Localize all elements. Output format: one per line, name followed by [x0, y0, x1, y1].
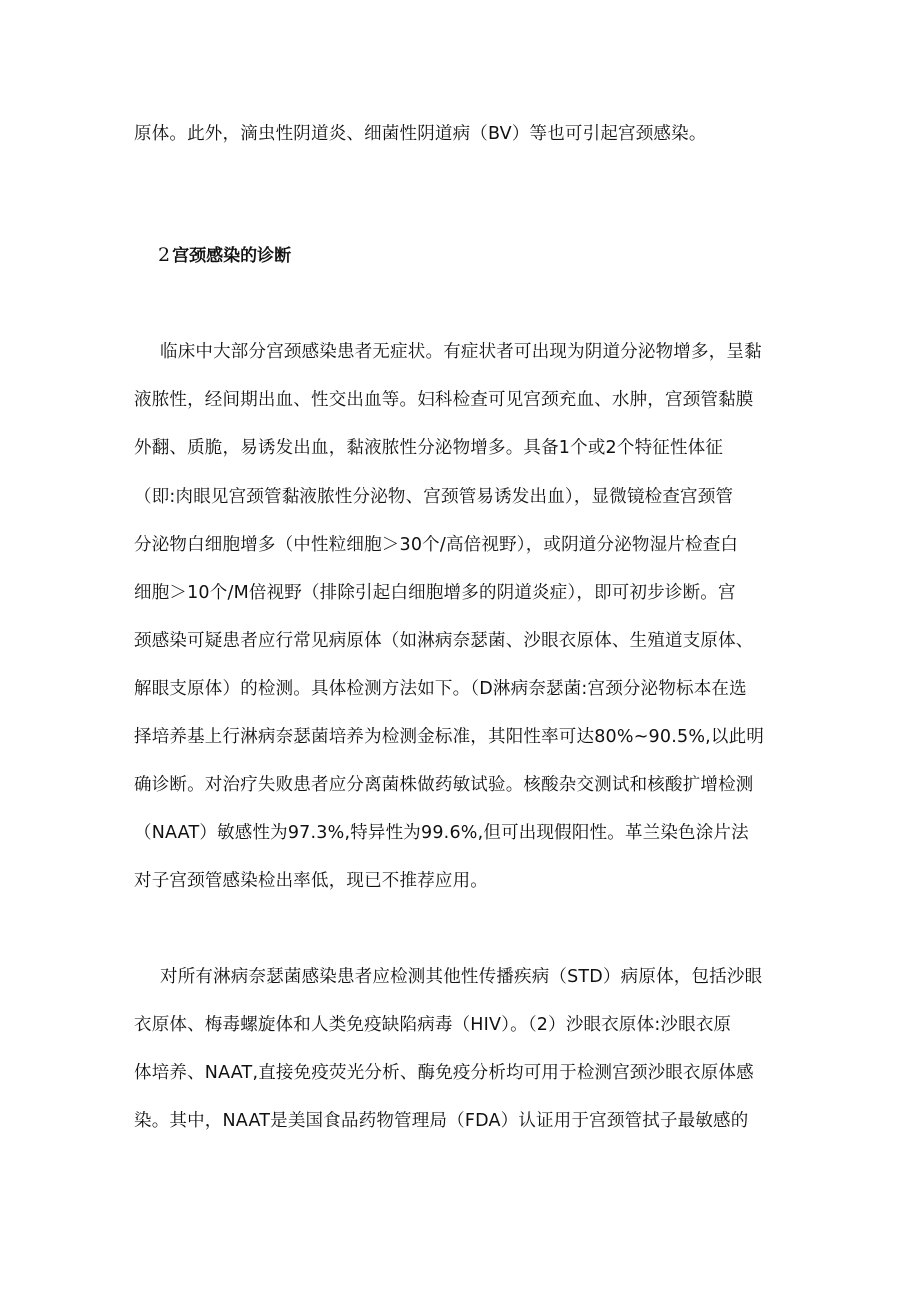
paragraph-line: 细胞＞10个/M倍视野（排除引起白细胞增多的阴道炎症），即可初步诊断。宫	[134, 583, 736, 603]
paragraph-line: 临床中大部分宫颈感染患者无症状。有症状者可出现为阴道分泌物增多，呈黏	[160, 342, 762, 362]
paragraph-line: （即:肉眼见宫颈管黏液脓性分泌物、宫颈管易诱发出血），显微镜检查宫颈管	[134, 487, 734, 507]
paragraph-line: 染。其中，NAAT是美国食品药物管理局（FDA）认证用于宫颈管拭子最敏感的	[134, 1111, 749, 1131]
paragraph-line: 颈感染可疑患者应行常见病原体（如淋病奈瑟菌、沙眼衣原体、生殖道支原体、	[134, 631, 754, 651]
section-heading	[158, 243, 291, 268]
top-fragment-line: 原体。此外，滴虫性阴道炎、细菌性阴道病（BV）等也可引起宫颈感染。	[134, 124, 707, 144]
section-number: 2	[158, 244, 171, 266]
paragraph-line: 解眼支原体）的检测。具体检测方法如下。（D淋病奈瑟菌:宫颈分泌物标本在选	[134, 679, 747, 699]
section-title: 宫颈感染的诊断	[172, 246, 292, 266]
paragraph-line: 体培养、NAAT,直接免疫荧光分析、酶免疫分析均可用于检测宫颈沙眼衣原体感	[134, 1063, 754, 1083]
paragraph-line: 液脓性，经间期出血、性交出血等。妇科检查可见宫颈充血、水肿，宫颈管黏膜	[134, 390, 754, 410]
paragraph-line: 分泌物白细胞增多（中性粒细胞＞30个/高倍视野），或阴道分泌物湿片检查白	[134, 535, 739, 555]
paragraph-line: 确诊断。对治疗失败患者应分离菌株做药敏试验。核酸杂交测试和核酸扩增检测	[134, 775, 754, 795]
paragraph-line: （NAAT）敏感性为97.3%,特异性为99.6%,但可出现假阳性。革兰染色涂片法	[134, 823, 749, 843]
paragraph-line: 外翻、质脆，易诱发出血，黏液脓性分泌物增多。具备1个或2个特征性体征	[134, 438, 724, 458]
paragraph-line: 衣原体、梅毒螺旋体和人类免疫缺陷病毒（HIV）。（2）沙眼衣原体:沙眼衣原	[134, 1015, 732, 1035]
paragraph-line: 对所有淋病奈瑟菌感染患者应检测其他性传播疾病（STD）病原体，包括沙眼	[160, 967, 763, 987]
paragraph-line: 对子宫颈管感染检出率低，现已不推荐应用。	[134, 871, 488, 891]
paragraph-line: 择培养基上行淋病奈瑟菌培养为检测金标准，其阳性率可达80%~90.5%,以此明	[134, 727, 765, 747]
